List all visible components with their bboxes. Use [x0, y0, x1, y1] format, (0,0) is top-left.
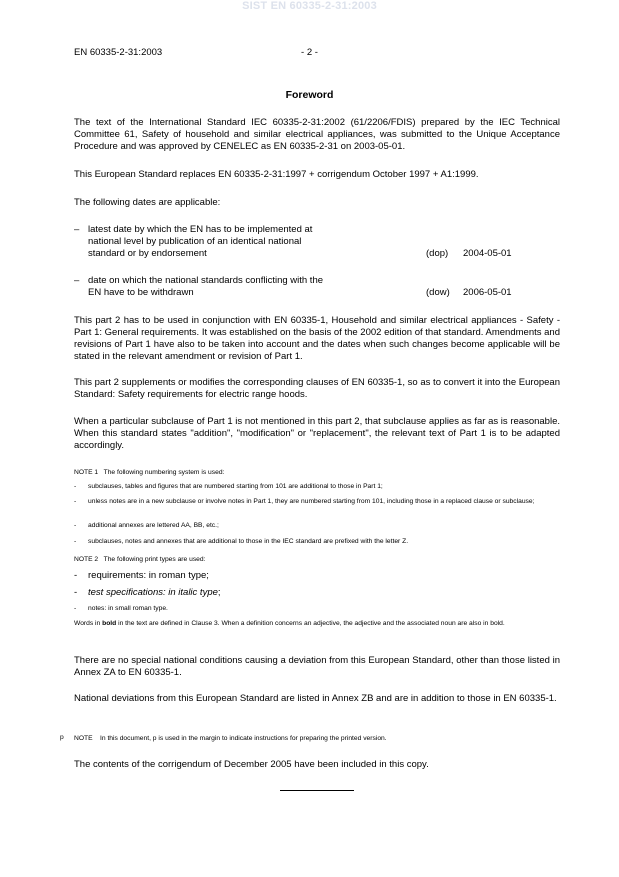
header-doc-id: EN 60335-2-31:2003	[74, 47, 163, 58]
paragraph-9: The contents of the corrigendum of December 2005 have been included in this copy.	[74, 759, 429, 770]
date-description: latest date by which the EN has to be implemented at national level by publication of an identical national standard or by endorsement	[88, 224, 313, 259]
note-item-text: additional annexes are lettered AA, BB, etc.;	[88, 522, 219, 529]
paragraph-6: When a particular subclause of Part 1 is not mentioned in this part 2, that subclause applies as far as is reasonable. When this standard states "addition", "modification" or "replacement", the relevant text of Part 1 is to be adapted accordingly.	[74, 416, 560, 451]
note-label: NOTE	[74, 735, 93, 742]
note-1	[74, 468, 560, 477]
watermark: SIST EN 60335-2-31:2003	[242, 0, 377, 12]
note-2	[74, 555, 560, 564]
note-item-text: subclauses, notes and annexes that are additional to those in the IEC standard are prefixed with the letter Z.	[88, 538, 409, 545]
print-type-italic-text: test specifications: in italic type	[88, 587, 218, 598]
paragraph-2: This European Standard replaces EN 60335-2-31:1997 + corrigendum October 1997 + A1:1999.	[74, 169, 479, 180]
note-label: NOTE 1	[74, 469, 99, 476]
date-value: 2004-05-01	[463, 248, 512, 259]
print-type-notes: - notes: in small roman type.	[74, 604, 560, 613]
paragraph-4: This part 2 has to be used in conjunction with EN 60335-1, Household and similar electrical appliances - Safety - Part 1: General requirements. It was established on the basis of the 2002 edition of that standard. Amendments and revisions of Part 1 have also to be taken into account and the dates when such changes become applicable will be stated in the relevant amendment or revision of Part 1.	[74, 315, 560, 362]
margin-note	[74, 734, 560, 743]
note-1-item: - additional annexes are lettered AA, BB, etc.;	[74, 521, 560, 530]
closing-rule	[280, 790, 354, 791]
paragraph-7: There are no special national conditions causing a deviation from this European Standard, other than those listed in Annex ZA to EN 60335-1.	[74, 655, 560, 678]
note-text: The following numbering system is used:	[103, 469, 225, 476]
date-description: date on which the national standards conflicting with the EN have to be withdrawn	[88, 275, 324, 298]
date-row-dop	[74, 224, 560, 260]
note-1-item: - unless notes are in a new subclause or involve notes in Part 1, they are numbered starting from 101, including those in a replaced clause or subclause;	[74, 497, 560, 515]
note-1-item: - subclauses, notes and annexes that are additional to those in the IEC standard are prefixed with the letter Z.	[74, 537, 560, 546]
note-label: NOTE 2	[74, 556, 99, 563]
date-value: 2006-05-01	[463, 287, 512, 298]
note-1-item: - subclauses, tables and figures that are numbered starting from 101 are additional to those in Part 1;	[74, 482, 560, 491]
note-item-text: subclauses, tables and figures that are numbered starting from 101 are additional to those in Part 1;	[88, 483, 383, 490]
paragraph-1: The text of the International Standard IEC 60335-2-31:2002 (61/2206/FDIS) prepared by the IEC Technical Committee 61, Safety of household and similar electrical appliances, was submitted to the Unique Acceptance Procedure and was approved by CENELEC as EN 60335-2-31 on 2003-05-01.	[74, 117, 560, 152]
print-type-text: requirements: in roman type;	[88, 570, 209, 581]
list-dash: –	[74, 224, 80, 235]
note-text: The following print types are used:	[103, 556, 206, 563]
date-code: (dow)	[426, 287, 450, 298]
bold-definition-note: Words in bold in the text are defined in Clause 3. When a definition concerns an adjective, the adjective and the associated noun are also in bold.	[74, 620, 505, 627]
document-page: SIST EN 60335-2-31:2003 EN 60335-2-31:2003 - 2 - Foreword The text of the International Standard IEC 60335-2-31:2002 (61/2206/FDIS) prepared by the IEC Technical Committee 61, Safety of household and similar electrical appliances, was submitted to the Unique Acceptance Procedure and was approved by CENELEC as EN 60335-2-31 on 2003-05-01. This European Standard replaces EN 60335-2-31:1997 + corrigendum October 1997 + A1:1999. The following dates are applicable: – latest date by which the EN has to be implemented at national level by publication of an identical national standard or by endorsement (dop) 2004-05-01 – date on which the national standards conflicting with the EN have to be withdrawn (dow) 2006-05-01 This part 2 has to be used in conjunction with EN 60335-1, Household and similar electrical appliances - Safety - Part 1: General requirements. It was established on the basis of the 2002 edition of that standard. Amendments and revisions of Part 1 have also to be taken into account and the dates when such changes become applicable will be stated in the relevant amendment or revision of Part 1. This part 2 supplements or modifies the corresponding clauses of EN 60335-1, so as to convert it into the European Standard: Safety requirements for electric range hoods. When a particular subclause of Part 1 is not mentioned in this part 2, that subclause applies as far as is reasonable. When this standard states "addition", "modification" or "replacement", the relevant text of Part 1 is to be adapted accordingly. NOTE 1 The following numbering system is used: - subclauses, tables and figures that are numbered starting from 101 are additional to those in Part 1; - unless notes are in a new subclause or involve notes in Part 1, they are numbered starting from 101, including those in a replaced clause or subclause; - additional annexes are lettered AA, BB, etc.; - subclauses, notes and annexes that are additional to those in the IEC standard are prefixed with the letter Z. NOTE 2 The following print types are used: - requirements: in roman type; - test specifications: in italic type; - notes: in small roman type. Words in bold in the text are defined in Clause 3. When a definition concerns an adjective, the adjective and the associated noun are also in bold. There are no special national conditions causing a deviation from this European Standard, other than those listed in Annex ZA to EN 60335-1. National deviations from this European Standard are listed in Annex ZB and are in addition to those in EN 60335-1. p NOTE In this document, p is used in the margin to indicate instructions for preparing the printed version. The contents of the corrigendum of December 2005 have been included in this copy.	[0, 0, 619, 877]
margin-marker: p	[60, 734, 64, 741]
date-row-dow	[74, 275, 560, 299]
header-page-number: - 2 -	[301, 47, 318, 58]
note-item-text: unless notes are in a new subclause or involve notes in Part 1, they are numbered starting from 101, including those in a replaced clause or subclause;	[88, 498, 535, 505]
print-type-text: notes: in small roman type.	[88, 605, 168, 612]
paragraph-8: National deviations from this European Standard are listed in Annex ZB and are in addition to those in EN 60335-1.	[74, 693, 557, 704]
note-text: In this document, p is used in the margin to indicate instructions for preparing the printed version.	[100, 735, 387, 742]
paragraph-5: This part 2 supplements or modifies the corresponding clauses of EN 60335-1, so as to convert it into the European Standard: Safety requirements for electric range hoods.	[74, 377, 560, 400]
paragraph-3: The following dates are applicable:	[74, 197, 221, 208]
page-title: Foreword	[285, 89, 334, 101]
list-dash: –	[74, 275, 80, 286]
date-code: (dop)	[426, 248, 449, 259]
